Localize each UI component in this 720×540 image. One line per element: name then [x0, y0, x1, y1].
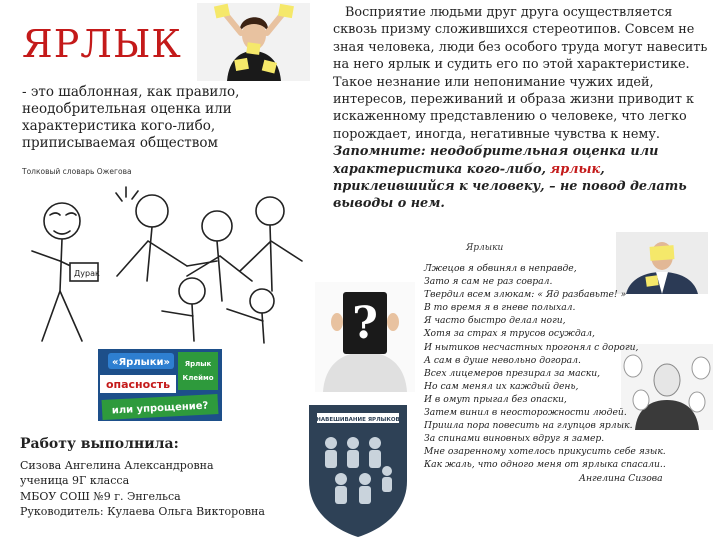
poem-line: За спинами виновных вдруг я замер.	[424, 433, 605, 445]
badge-title: «Ярлыки»	[112, 357, 170, 368]
poem-line: Зато я сам не раз соврал.	[424, 276, 553, 288]
credits-line: ученица 9Г класса	[20, 474, 130, 487]
poem-line: Мне озаренному хотелось прикусить себе язык.	[424, 446, 666, 458]
poem-line: Твердил всем злюкам: « Яд разбавьте! »	[424, 289, 627, 301]
poem-author: Ангелина Сизова	[579, 472, 663, 484]
badge-side-b: Клеймо	[182, 374, 214, 382]
poem-title: Ярлыки	[466, 243, 504, 253]
cartoon-sign-text: Дурак	[74, 269, 100, 278]
poem-line: И в омут прыгал без опаски,	[424, 393, 567, 405]
poem-line: Затем винил в неосторожности людей.	[424, 407, 627, 419]
badge-danger-text: опасность	[105, 378, 171, 391]
poem-line: Лжецов я обвинял в неправде,	[424, 263, 577, 274]
credits-line: МБОУ СОШ №9 г. Энгельса	[20, 489, 181, 503]
poem-line: Хотя за страх я трусов осуждал,	[424, 328, 595, 340]
labels-danger-badge	[98, 349, 222, 421]
question-mark-person-photo	[315, 282, 415, 392]
dictionary-source: Толковый словарь Ожегова	[22, 167, 132, 176]
credits-line: Сизова Ангелина Александровна	[20, 458, 214, 472]
shield-caption: НАВЕШИВАНИЕ ЯРЛЫКОВ	[316, 417, 400, 423]
poem-line: Всех лицемеров презирал за маски,	[424, 367, 601, 379]
credits-block	[20, 437, 310, 520]
badge-side-a: Ярлык	[184, 360, 212, 368]
intro-paragraph	[333, 4, 718, 213]
woman-with-labels-photo	[197, 3, 310, 81]
badge-question-text: или упрощение?	[111, 400, 209, 417]
poem	[424, 262, 704, 485]
poem-line: Но сам менял их каждый день,	[424, 380, 579, 392]
intro-keyword: ярлык	[550, 161, 601, 177]
intro-remember-label: Запомните	[333, 144, 421, 160]
intro-closing: , приклеившийся к человеку, – не повод делать выводы о нем.	[333, 161, 687, 212]
intro-plain-text: Восприятие людьми друг друга осуществляется сквозь призму сложившихся стереотипов. Совсем не зная человека, люди без особого труда могут навесить на него ярлык и судить его по этой характеристике. Такое незнание или непонимание чужих идей, интересов, переживаний и образа жизни приводит к искаженному представлению о человеке, что легко порождает, иногда, негативные чувства к нему.	[333, 5, 708, 142]
credits-line: Руководитель: Кулаева Ольга Викторовна	[20, 505, 265, 518]
intro-remember-text: : неодобрительная оценка или характеристика кого-либо,	[333, 144, 659, 177]
page-title: ЯРЛЫК	[22, 22, 182, 66]
poem-line: И нытиков несчастных прогонял с дороги,	[424, 341, 639, 353]
pointing-crowd-cartoon	[22, 181, 310, 346]
credits-heading: Работу выполнила:	[20, 436, 179, 452]
svg-text:?: ?	[352, 298, 378, 349]
poem-line: Я часто быстро делал ноги,	[424, 315, 566, 327]
labeling-shield-emblem	[303, 401, 413, 539]
poem-line: Как жаль, что одного меня от ярлыка спасали..	[424, 459, 666, 471]
poem-line: А сам в душе невольно догорал.	[424, 354, 581, 366]
definition-text: - это шаблонная, как правило, неодобрительная оценка или характеристика кого-либо, приписываемая обществом	[22, 84, 240, 151]
poem-line: Пришла пора повесить на глупцов ярлык.	[424, 420, 633, 432]
poem-line: В то время я в гневе полыхал.	[424, 302, 576, 314]
